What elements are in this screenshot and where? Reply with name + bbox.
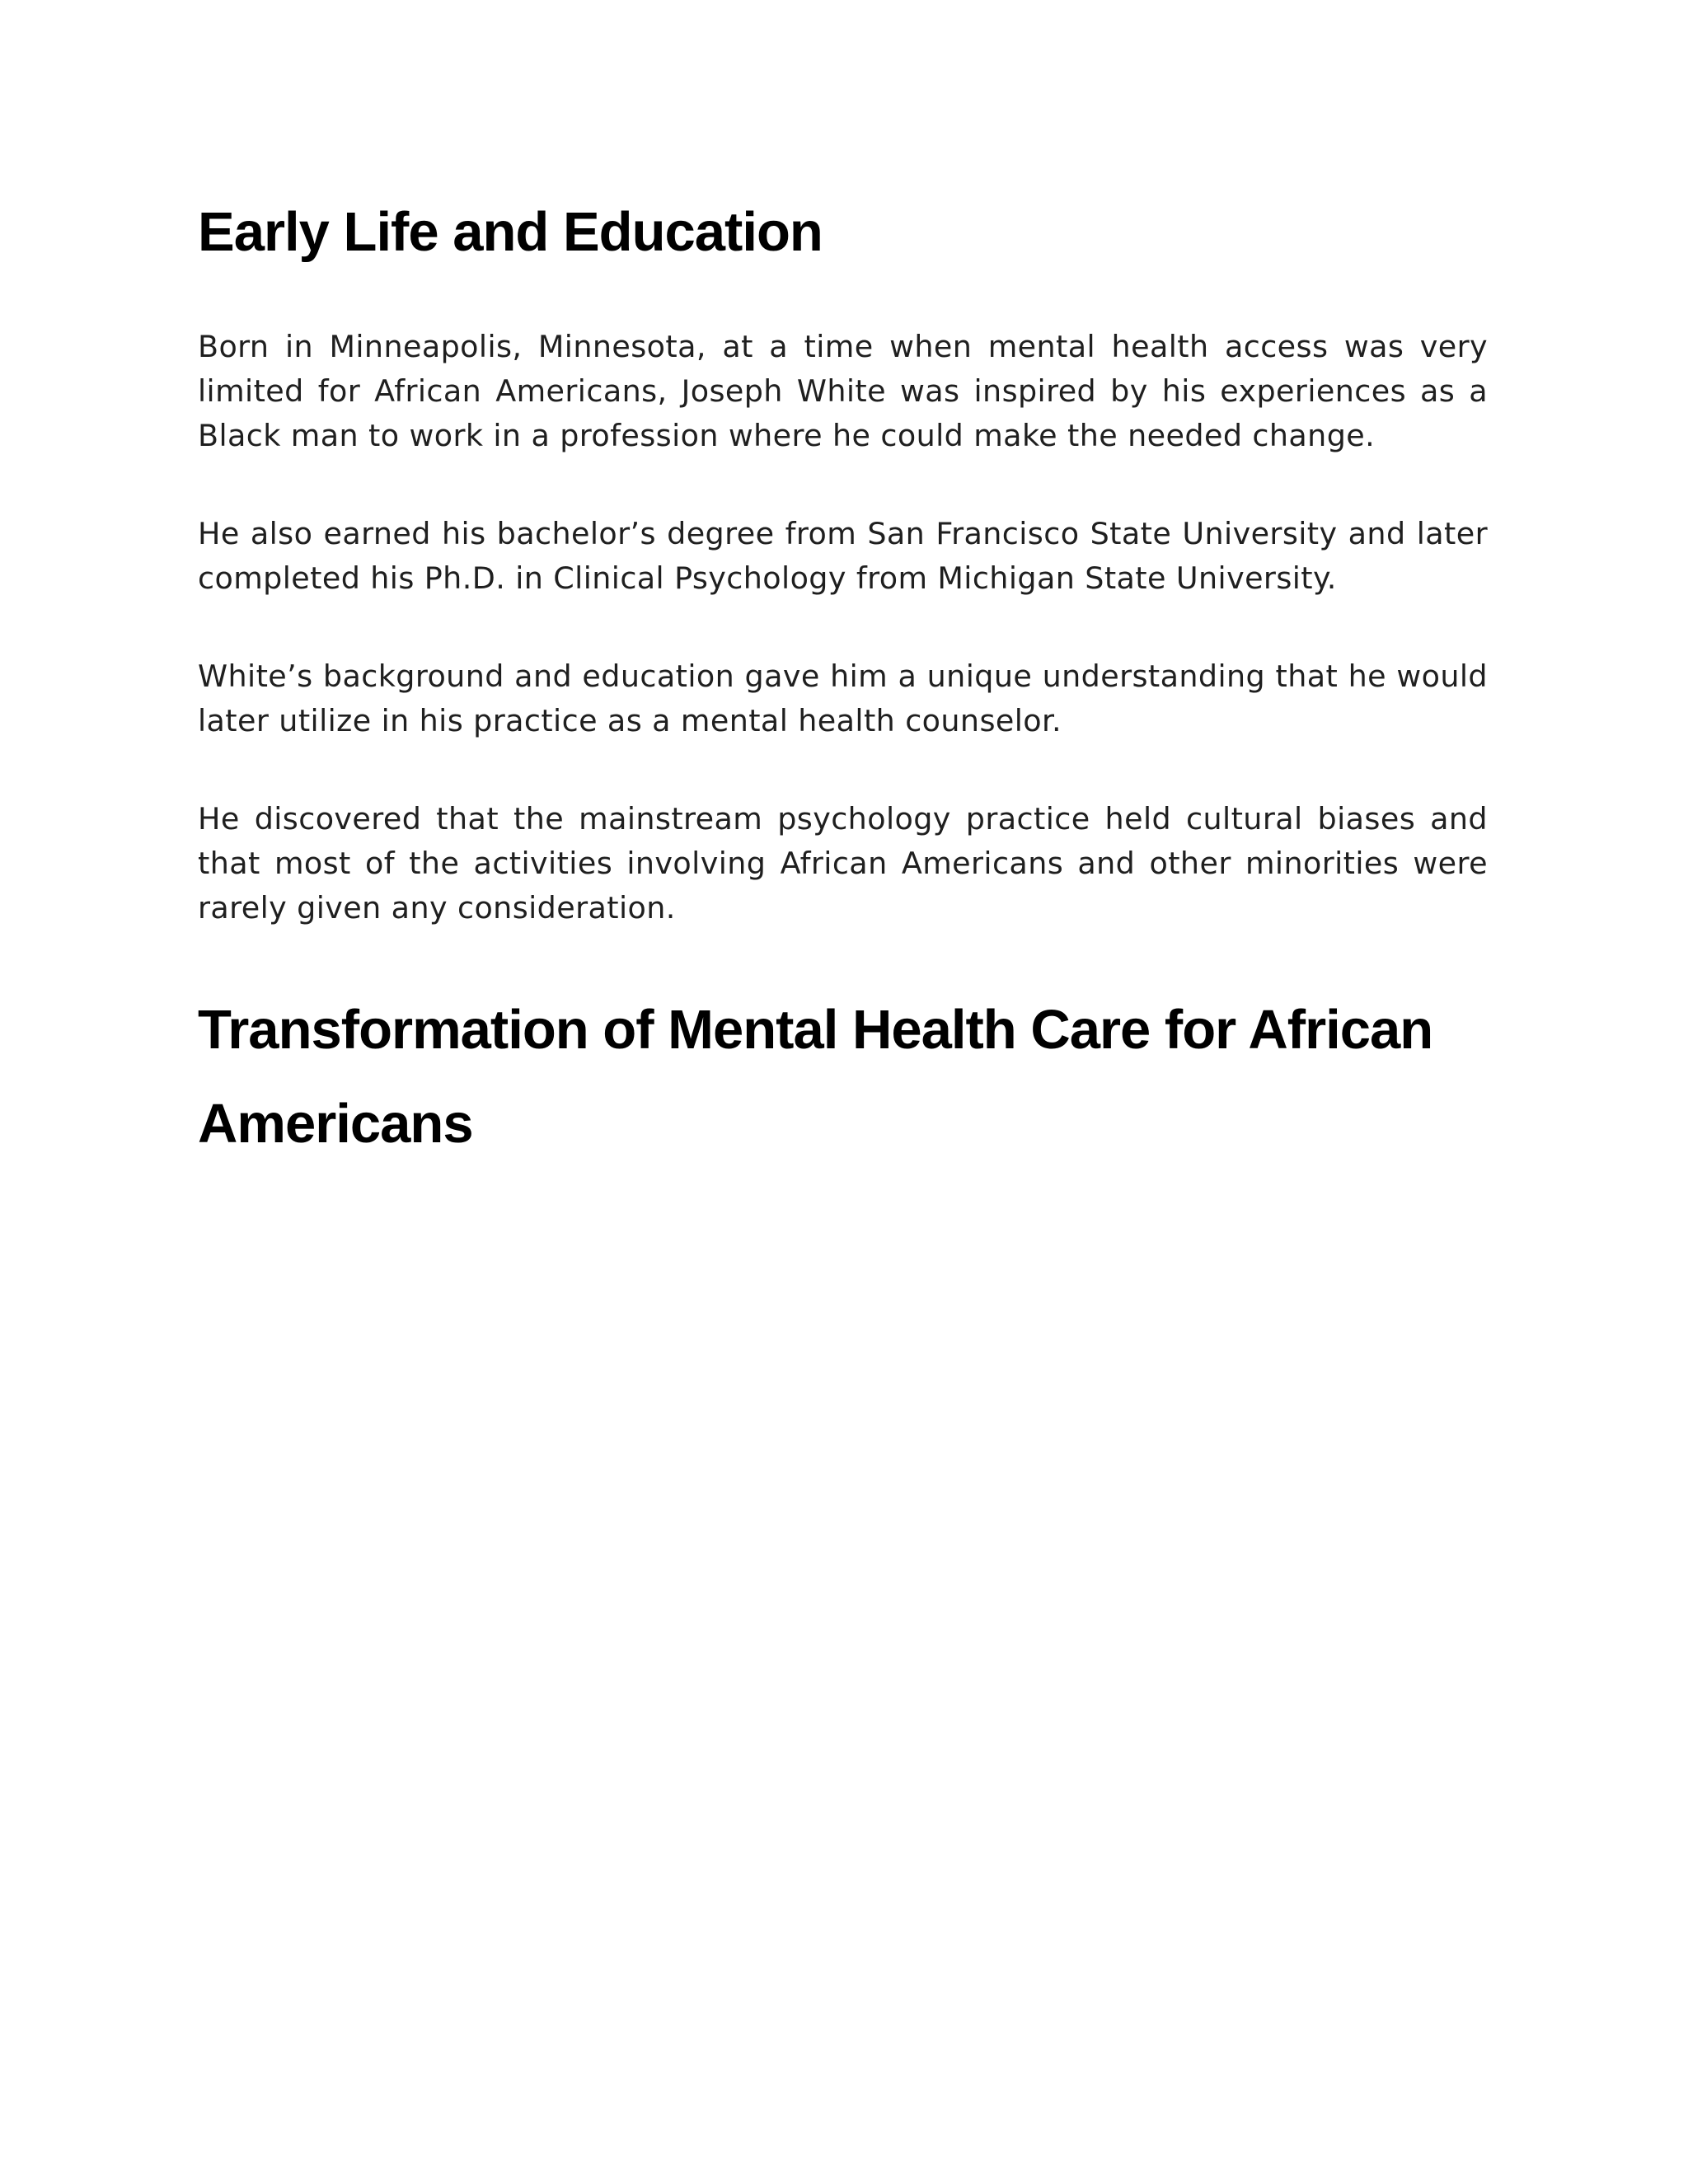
- paragraph-cultural-biases: He discovered that the mainstream psychology practice held cultural biases and that most of the activities involving African Americans and other minorities were rarely given any consideration.: [198, 801, 1488, 926]
- paragraph-background-understanding: White’s background and education gave him a unique understanding that he would later utilize in his practice as a mental health counselor.: [198, 658, 1488, 738]
- section-heading-transformation: Transformation of Mental Health Care for African Americans: [198, 999, 1433, 1155]
- document-body: [198, 191, 1488, 1171]
- paragraph-education-degrees: He also earned his bachelor’s degree from San Francisco State University and later completed his Ph.D. in Clinical Psychology from Michigan State University.: [198, 516, 1488, 596]
- paragraph-born-minneapolis: Born in Minneapolis, Minnesota, at a time when mental health access was very limited for African Americans, Joseph White was inspired by his experiences as a Black man to work in a profession where he could make the needed change.: [198, 329, 1488, 453]
- section-heading-early-life: Early Life and Education: [198, 201, 823, 263]
